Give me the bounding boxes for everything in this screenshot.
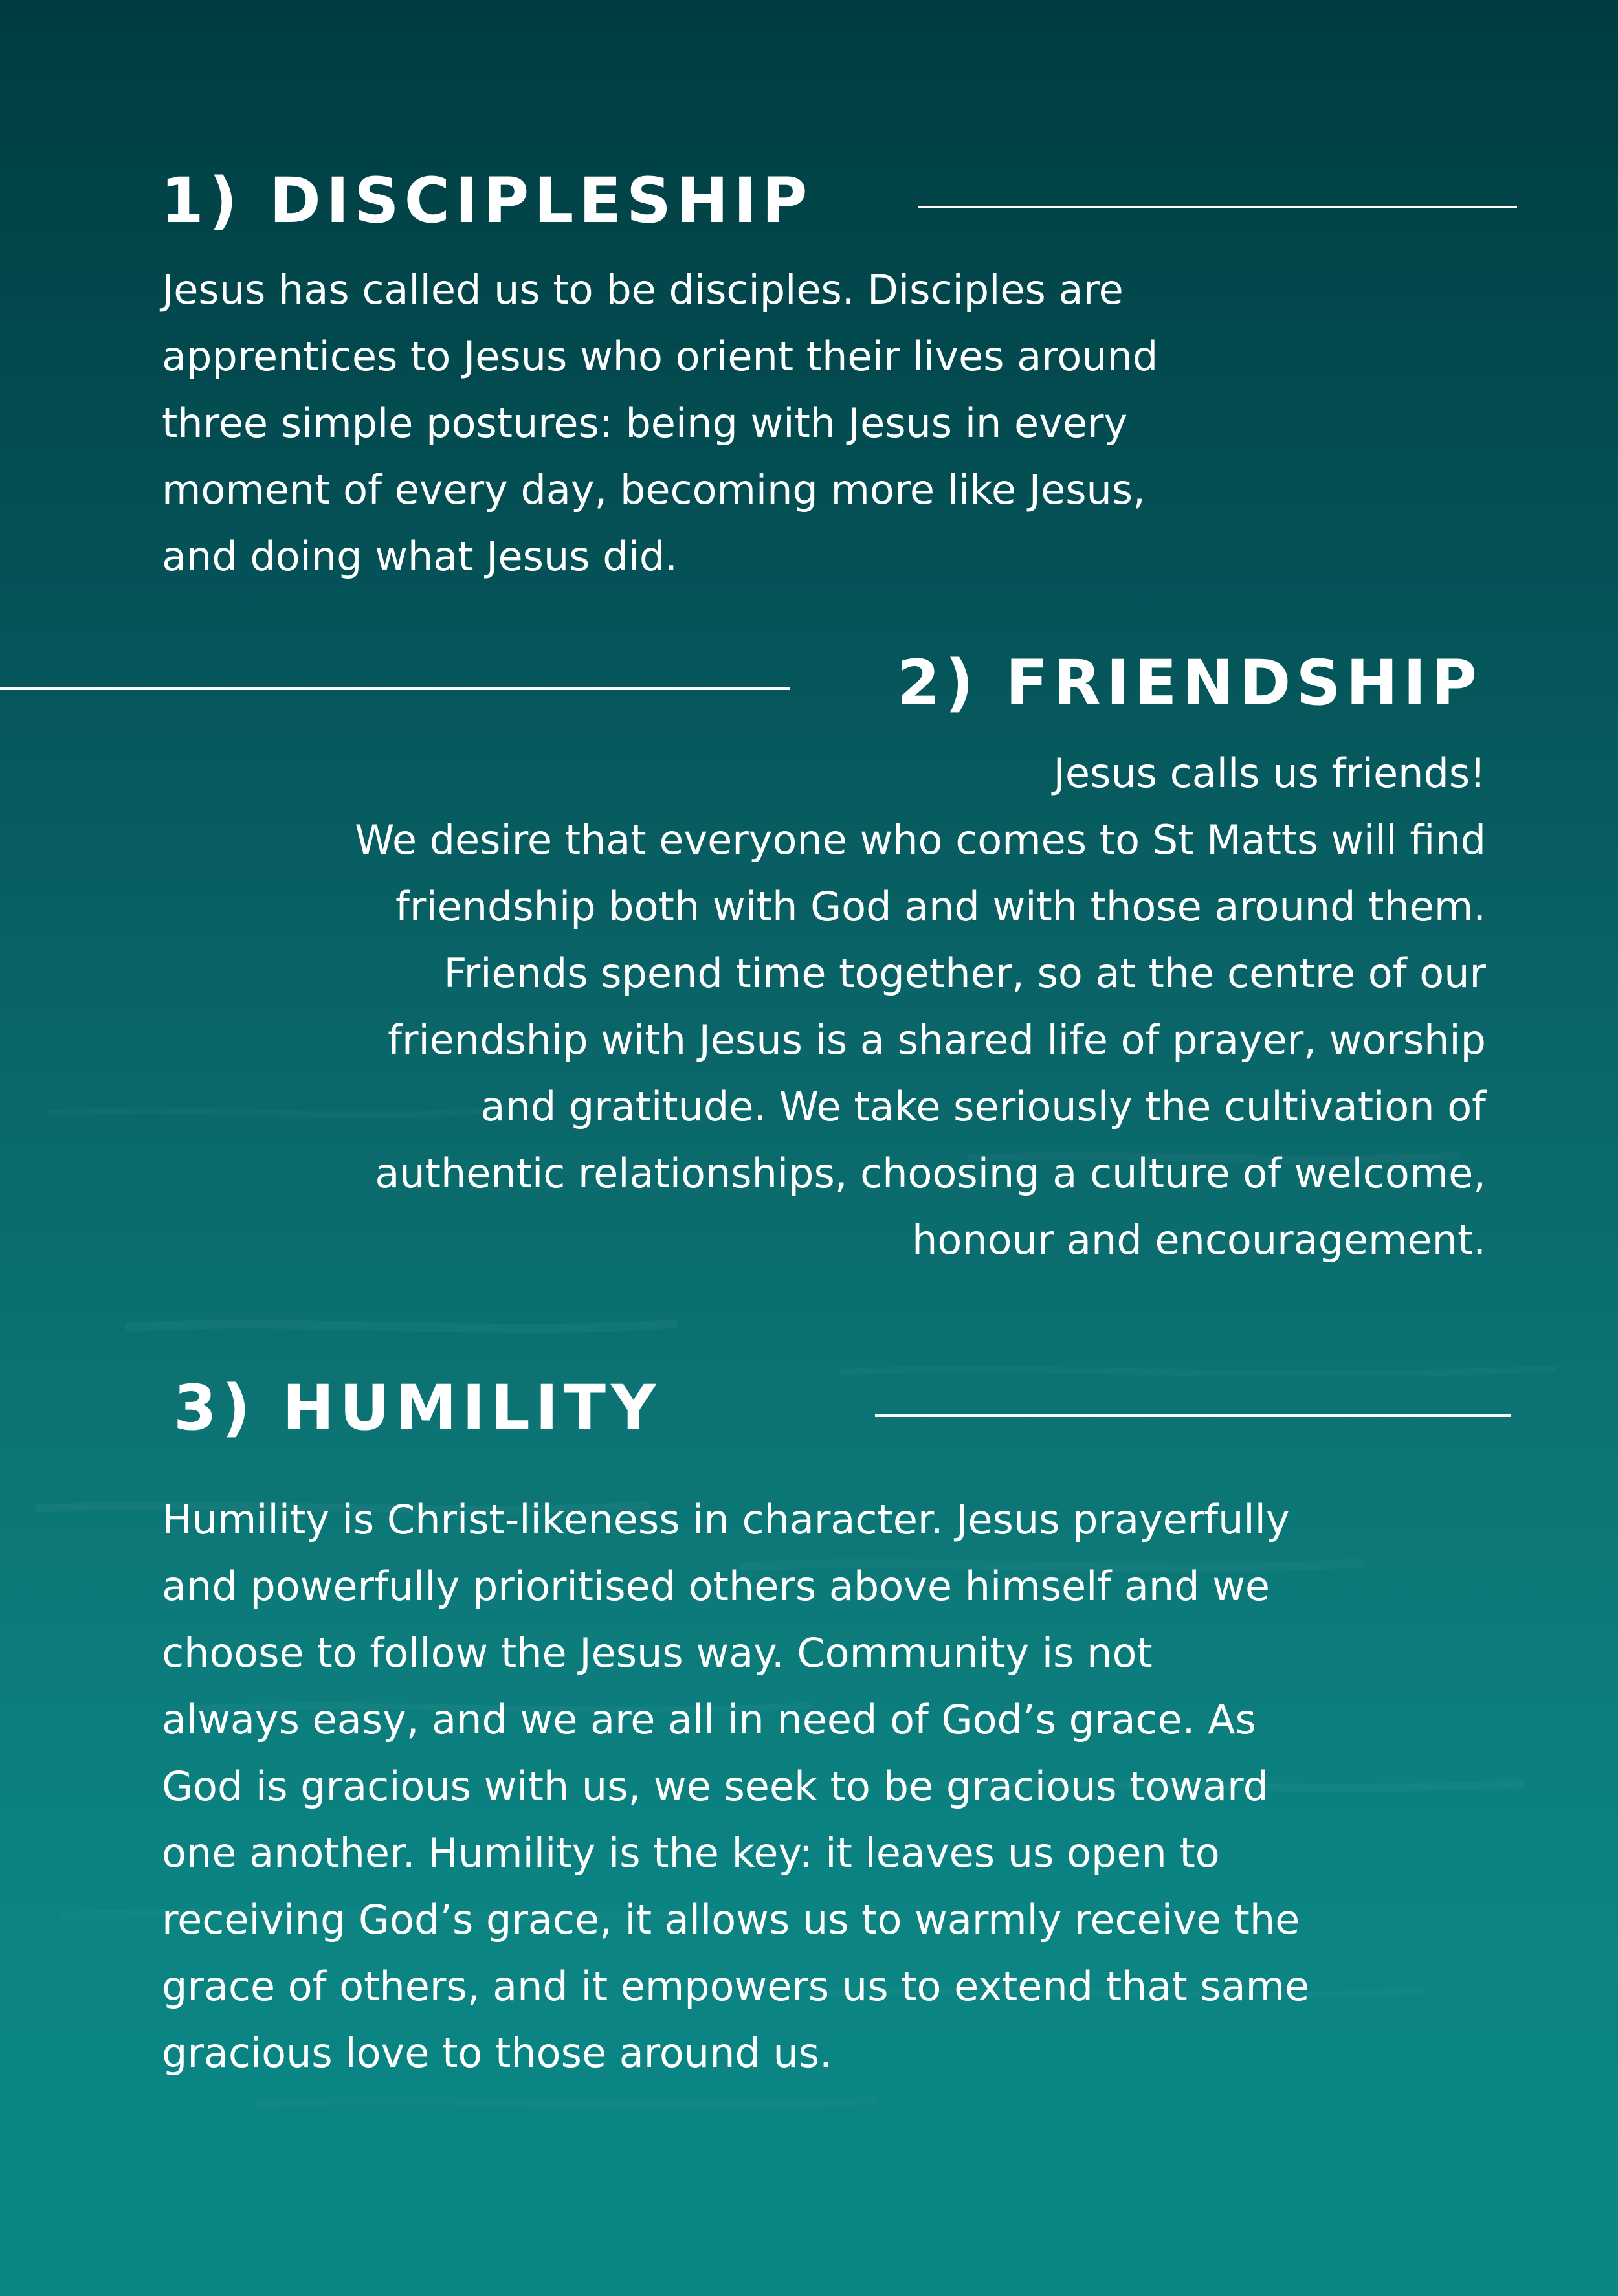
paragraph-line: one another. Humility is the key: it leaves us open to [162, 1829, 1220, 1877]
section-body-humility [162, 1486, 1309, 2086]
paragraph-line: and doing what Jesus did. [162, 533, 678, 580]
paragraph-line: moment of every day, becoming more like Jesus, [162, 466, 1146, 513]
paragraph-line: God is gracious with us, we seek to be gracious toward [162, 1763, 1269, 1810]
divider-line [918, 206, 1517, 208]
section-heading-discipleship: 1) DISCIPLESHIP [161, 164, 813, 237]
paragraph-line: friendship both with God and with those around them. [395, 883, 1486, 930]
paragraph-line: Jesus has called us to be disciples. Disciples are [162, 266, 1124, 313]
paragraph-line: and powerfully prioritised others above himself and we [162, 1563, 1270, 1610]
paragraph-line: Humility is Christ-likeness in character. Jesus prayerfully [162, 1496, 1290, 1543]
paragraph-line: choose to follow the Jesus way. Community is not [162, 1629, 1153, 1677]
paragraph-line: friendship with Jesus is a shared life of prayer, worship [388, 1016, 1486, 1064]
section-heading-friendship: 2) FRIENDSHIP [896, 647, 1482, 719]
paragraph-line: honour and encouragement. [912, 1216, 1486, 1264]
paragraph-line: We desire that everyone who comes to St Matts will find [355, 816, 1486, 864]
paragraph-line: gracious love to those around us. [162, 2029, 832, 2077]
paragraph-line: three simple postures: being with Jesus in every [162, 399, 1128, 447]
paragraph-line: authentic relationships, choosing a culture of welcome, [375, 1150, 1486, 1197]
section-heading-humility: 3) HUMILITY [173, 1372, 661, 1444]
divider-line [875, 1414, 1511, 1417]
paragraph-line: grace of others, and it empowers us to extend that same [162, 1963, 1310, 2010]
divider-line [0, 687, 790, 690]
paragraph-line: apprentices to Jesus who orient their lives around [162, 333, 1158, 380]
paragraph-line: Friends spend time together, so at the centre of our [443, 950, 1486, 997]
paragraph-line: receiving God’s grace, it allows us to warmly receive the [162, 1896, 1300, 1943]
section-body-discipleship [162, 256, 1158, 590]
paragraph-line: and gratitude. We take seriously the cultivation of [480, 1083, 1486, 1130]
section-body-friendship [355, 740, 1486, 1273]
paragraph-line: Jesus calls us friends! [1053, 750, 1486, 797]
paragraph-line: always easy, and we are all in need of God’s grace. As [162, 1696, 1256, 1743]
